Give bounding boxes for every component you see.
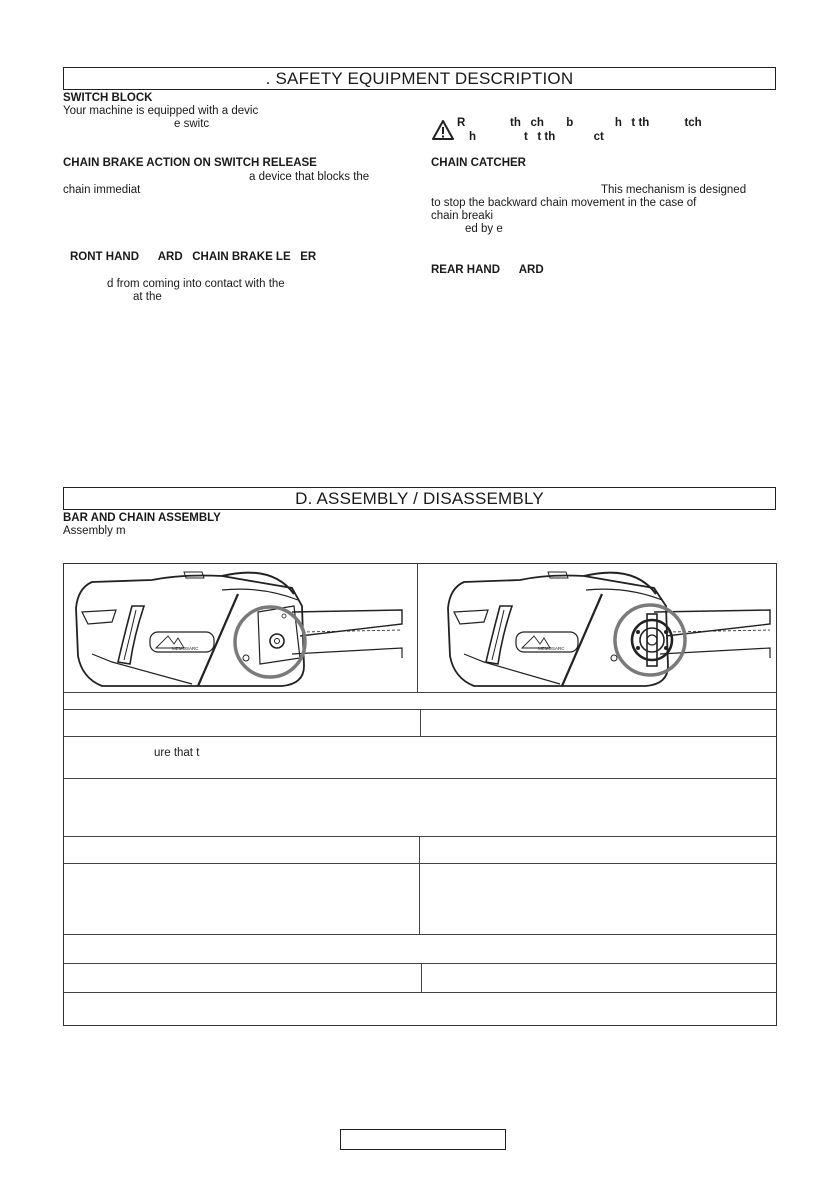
section-d-title: D. ASSEMBLY / DISASSEMBLY (295, 489, 544, 508)
illustration-divider (417, 564, 418, 692)
switch-block-heading: SWITCH BLOCK (63, 92, 153, 104)
table-col-divider-2 (419, 836, 420, 934)
page-number-box (340, 1129, 506, 1150)
warning-triangle-icon (432, 120, 454, 140)
table-rule-5 (64, 836, 776, 837)
table-rule-6 (64, 863, 776, 864)
section-c-title: . SAFETY EQUIPMENT DESCRIPTION (265, 69, 574, 88)
front-hand-guard-line2: at the (133, 291, 162, 303)
table-rule-4 (64, 778, 776, 779)
chain-catcher-line1: This mechanism is designed (601, 184, 747, 196)
section-d-title-box (63, 487, 776, 510)
switch-block-line2: e switc (174, 118, 210, 130)
warning-line1: R th ch b h t th tch (457, 117, 702, 129)
front-hand-guard-heading: RONT HAND ARD CHAIN BRAKE LE ER (70, 251, 317, 263)
rear-hand-guard-heading: REAR HAND ARD (431, 264, 544, 276)
bar-chain-assembly-heading: BAR AND CHAIN ASSEMBLY (63, 512, 221, 524)
chain-brake-release-line1: a device that blocks the (249, 171, 370, 183)
chainsaw-illustration-left (72, 566, 412, 690)
table-rule-9 (64, 992, 776, 993)
table-row-text-1: ure that t (154, 747, 200, 759)
chain-catcher-line2: to stop the backward chain movement in the case of (431, 197, 697, 209)
section-c-title-box (63, 67, 776, 90)
bar-chain-assembly-line1: Assembly m (63, 525, 126, 537)
chain-catcher-heading: CHAIN CATCHER (431, 157, 526, 169)
chain-catcher-line3: chain breaki (431, 210, 494, 222)
table-rule-1 (64, 692, 776, 693)
switch-block-line1: Your machine is equipped with a devic (63, 105, 259, 117)
chain-brake-release-heading: CHAIN BRAKE ACTION ON SWITCH RELEASE (63, 157, 317, 169)
chainsaw-illustration-right (444, 566, 774, 690)
chain-brake-release-line2: chain immediat (63, 184, 141, 196)
table-col-divider-1 (420, 709, 421, 736)
table-rule-3 (64, 736, 776, 737)
chain-catcher-line4: ed by e (465, 223, 503, 235)
table-col-divider-3 (421, 963, 422, 992)
table-rule-8 (64, 963, 776, 964)
assembly-table (63, 563, 777, 1026)
table-rule-7 (64, 934, 776, 935)
illustration-brand-right: MEMOSARC (538, 646, 565, 651)
front-hand-guard-line1: d from coming into contact with the (107, 278, 285, 290)
warning-line2: h t t th ct (469, 131, 604, 143)
illustration-brand-left: MEMOSARC (172, 646, 199, 651)
